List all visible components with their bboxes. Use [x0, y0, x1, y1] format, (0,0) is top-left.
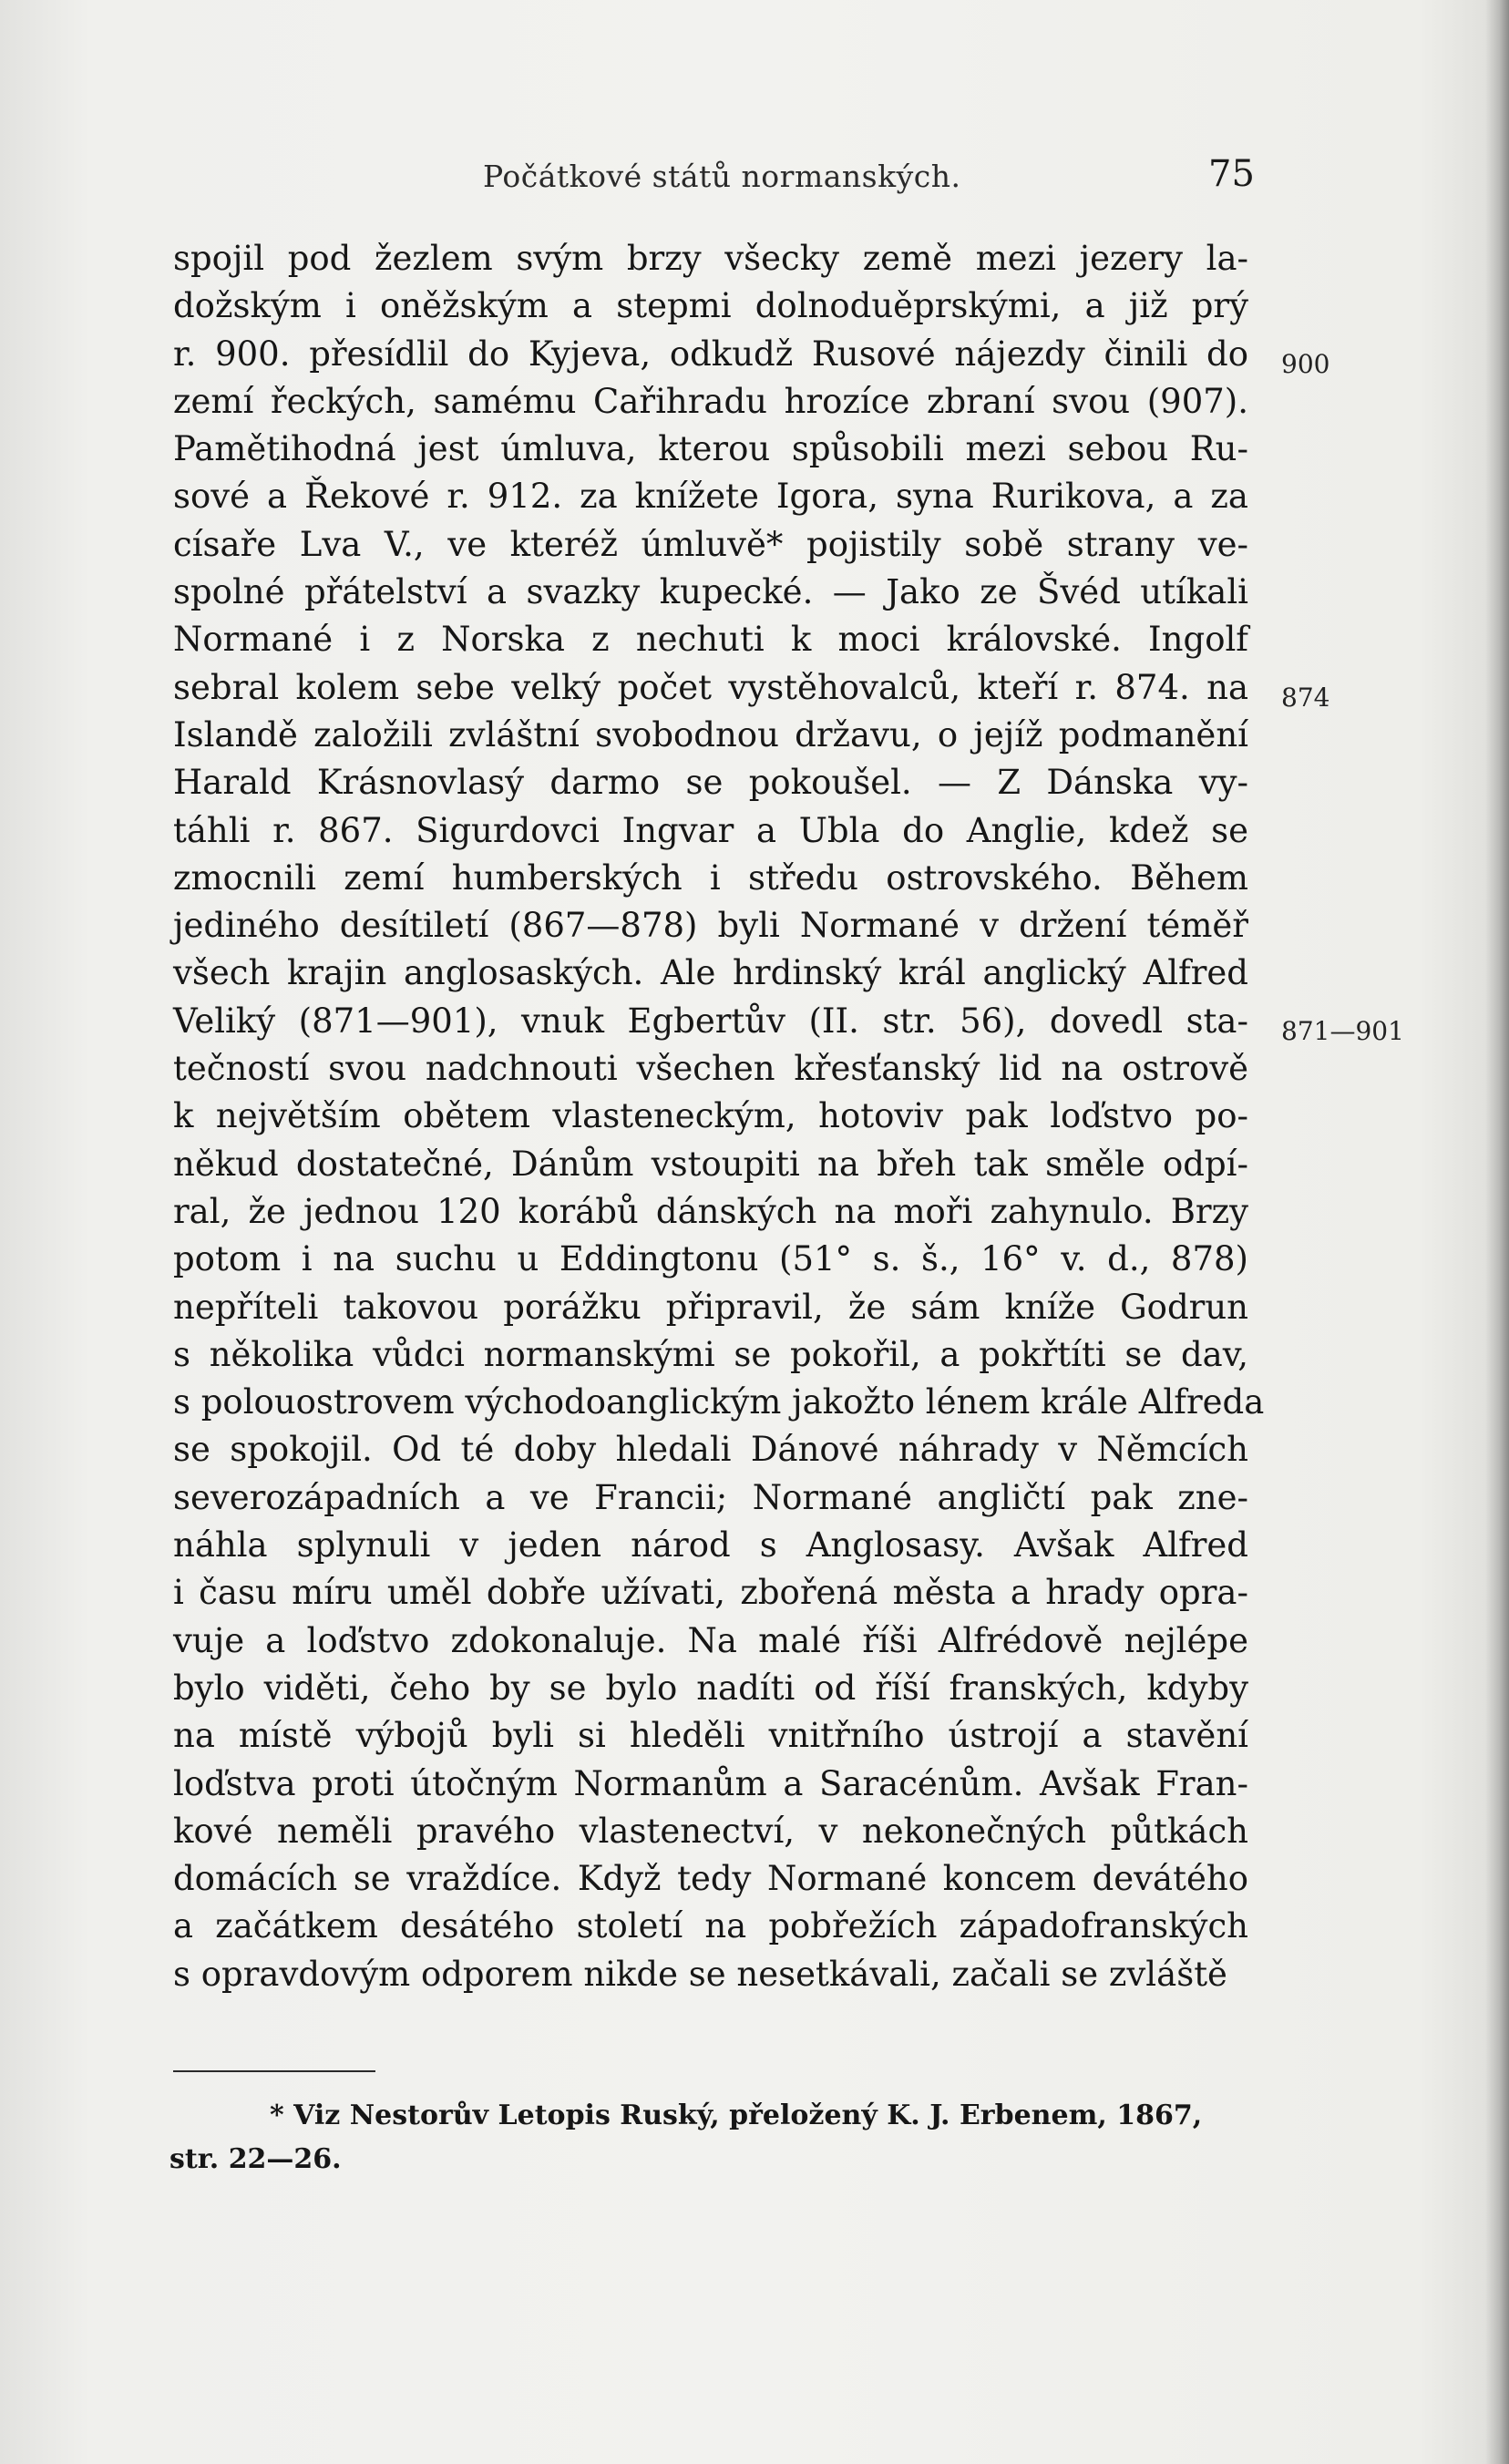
page-edge-shadow [1485, 0, 1509, 2464]
text-line: bylo viděti, čeho by se bylo nadíti od říší franských, kdyby [173, 1668, 1248, 1708]
text-line: někud dostatečné, Dánům vstoupiti na břeh tak směle odpí- [173, 1144, 1248, 1184]
text-line: r. 900. přesídlil do Kyjeva, odkudž Rusové nájezdy činili do [173, 334, 1248, 374]
text-line: s několika vůdci normanskými se pokořil, a pokřtíti se dav, [173, 1334, 1248, 1374]
margin-note-year-874: 874 [1281, 683, 1330, 713]
text-line: jediného desítiletí (867—878) byli Normané v držení téměř [173, 906, 1248, 946]
text-line: císaře Lva V., ve kteréž úmluvě* pojistily sobě strany ve- [173, 524, 1248, 564]
text-line: náhla splynuli v jeden národ s Anglosasy. Avšak Alfred [173, 1525, 1248, 1566]
footnote-line: str. 22—26. [169, 2143, 342, 2175]
text-line: s polouostrovem východoanglickým jakožto lénem krále Alfreda [173, 1382, 1265, 1422]
text-line: tečností svou nadchnouti všechen křesťanský lid na ostrově [173, 1049, 1248, 1089]
text-line: na místě výbojů byli si hleděli vnitřního ústrojí a stavění [173, 1716, 1248, 1756]
text-line: a začátkem desátého století na pobřežích západofranských [173, 1906, 1248, 1946]
page-number: 75 [1208, 153, 1255, 195]
text-line: Islandě založili zvláštní svobodnou državu, o jejíž podmanění [173, 714, 1248, 755]
margin-note-year-900: 900 [1281, 349, 1330, 379]
text-line: spolné přátelství a svazky kupecké. — Jako ze Švéd utíkali [173, 572, 1248, 612]
text-line: severozápadních a ve Francii; Normané angličtí pak zne- [173, 1477, 1248, 1517]
text-line: vuje a loďstvo zdokonaluje. Na malé říši Alfrédově nejlépe [173, 1620, 1248, 1660]
text-line: i času míru uměl dobře užívati, zbořená města a hrady opra- [173, 1573, 1248, 1613]
text-line: sové a Řekové r. 912. za knížete Igora, syna Rurikova, a za [173, 477, 1248, 517]
footnote-line: * Viz Nestorův Letopis Ruský, přeložený K. J. Erbenem, 1867, [270, 2100, 1203, 2131]
text-line: ral, že jednou 120 korábů dánských na moři zahynulo. Brzy [173, 1191, 1248, 1231]
text-line: táhli r. 867. Sigurdovci Ingvar a Ubla do Anglie, kdež se [173, 810, 1248, 850]
text-line: Normané i z Norska z nechuti k moci královské. Ingolf [173, 620, 1248, 660]
text-line: spojil pod žezlem svým brzy všecky země mezi jezery la- [173, 239, 1248, 278]
text-line: zmocnili zemí humberských i středu ostrovského. Během [173, 857, 1248, 898]
running-title: Počátkové států normanských. [483, 159, 961, 194]
page-header [0, 153, 1509, 208]
footnote-divider [173, 2070, 375, 2072]
text-line: dožským i oněžským a stepmi dolnoduěprskými, a již prý [173, 286, 1248, 326]
text-line: potom i na suchu u Eddingtonu (51° s. š., 16° v. d., 878) [173, 1239, 1248, 1279]
footnote [169, 2094, 1245, 2182]
text-line: se spokojil. Od té doby hledali Dánové náhrady v Němcích [173, 1430, 1248, 1470]
text-line: nepříteli takovou porážku připravil, že sám kníže Godrun [173, 1287, 1248, 1327]
text-line: Harald Krásnovlasý darmo se pokoušel. — Z Dánska vy- [173, 763, 1248, 803]
text-line: Veliký (871—901), vnuk Egbertův (II. str. 56), dovedl sta- [173, 1001, 1248, 1041]
text-line: domácích se vraždíce. Když tedy Normané koncem devátého [173, 1859, 1248, 1899]
text-line: kové neměli pravého vlastenectví, v nekonečných půtkách [173, 1811, 1248, 1851]
text-line: Pamětihodná jest úmluva, kterou spůsobili mezi sebou Ru- [173, 429, 1248, 469]
text-line: s opravdovým odporem nikde se nesetkávali, začali se zvláště [173, 1954, 1227, 1994]
text-line: k největším obětem vlasteneckým, hotoviv pak loďstvo po- [173, 1096, 1248, 1136]
body-text [173, 235, 1265, 1998]
margin-note-years-871-901: 871—901 [1281, 1016, 1404, 1046]
text-line: zemí řeckých, samému Cařihradu hrozíce zbraní svou (907). [173, 381, 1248, 421]
text-line: loďstva proti útočným Normanům a Saracénům. Avšak Fran- [173, 1763, 1248, 1803]
text-line: všech krajin anglosaských. Ale hrdinský král anglický Alfred [173, 953, 1248, 993]
text-line: sebral kolem sebe velký počet vystěhovalců, kteří r. 874. na [173, 667, 1248, 707]
